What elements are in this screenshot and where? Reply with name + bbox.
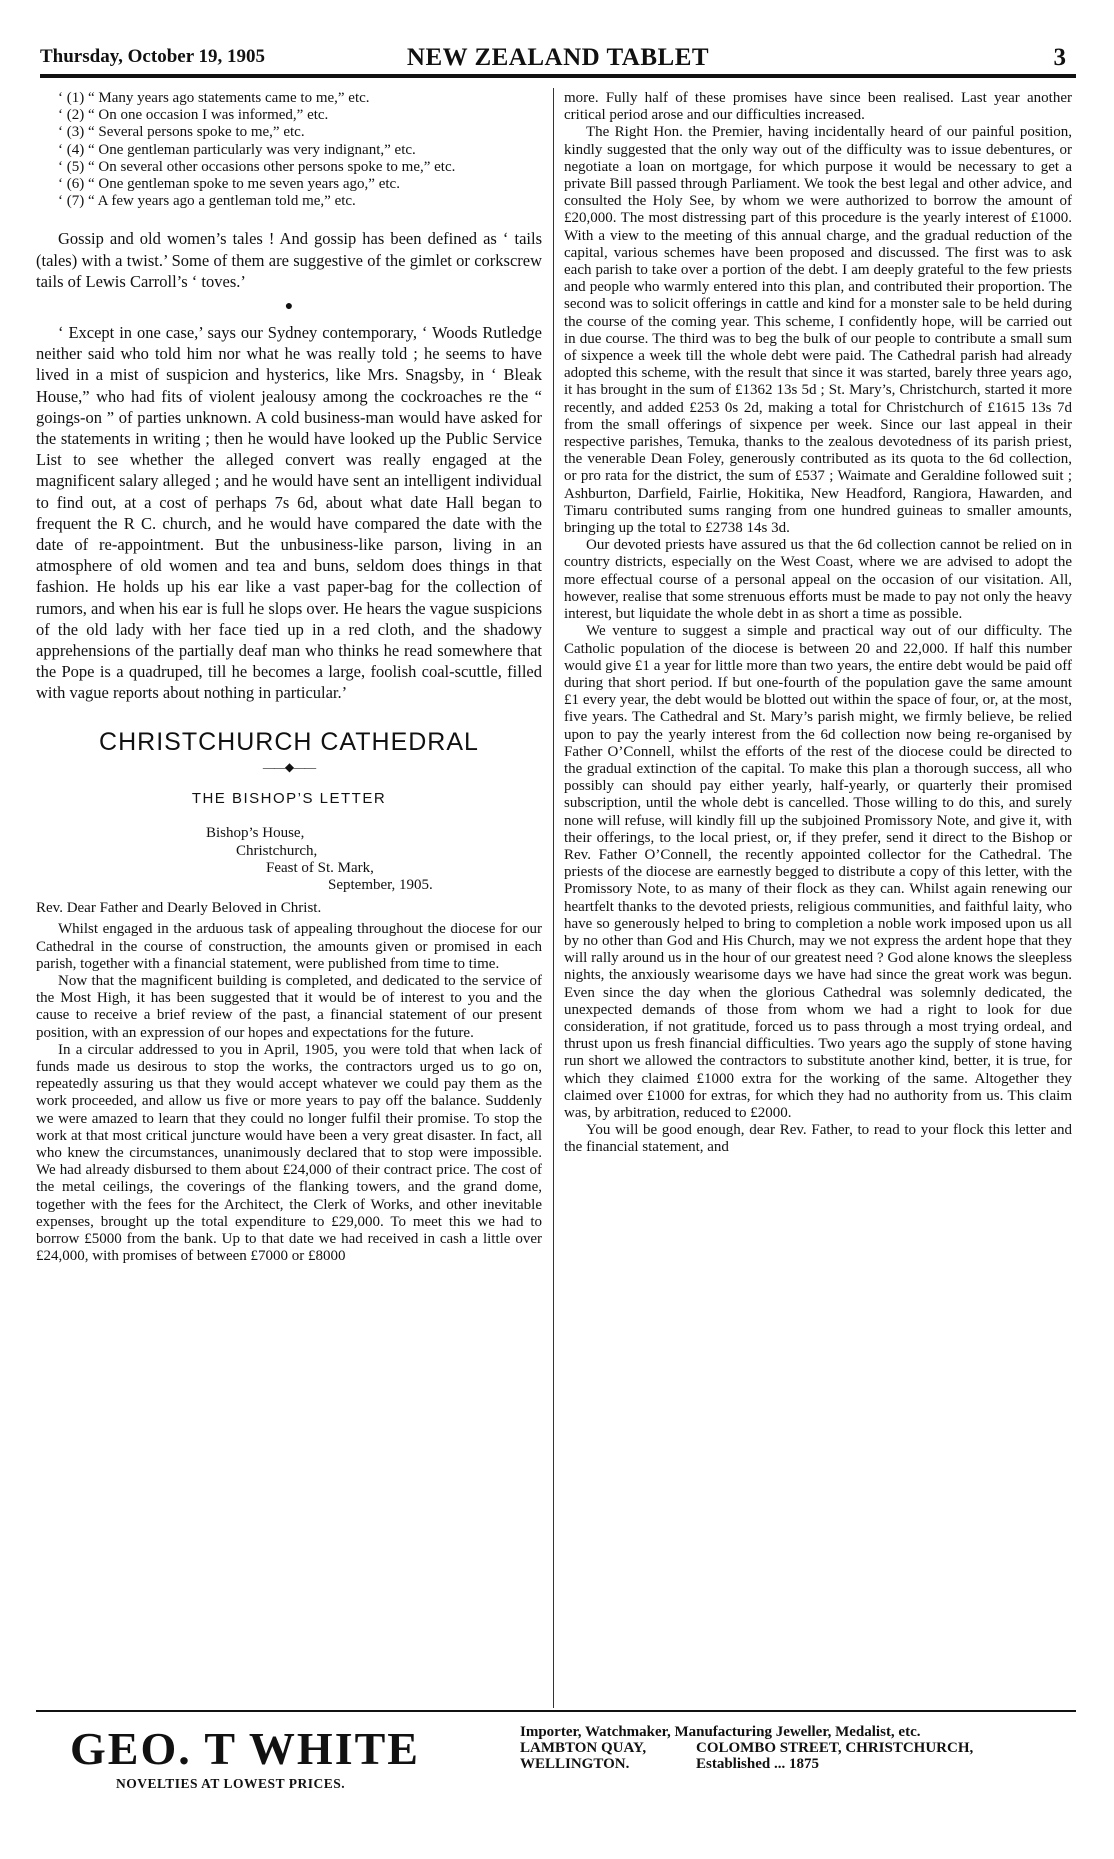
- article-headline: CHRISTCHURCH CATHEDRAL: [99, 727, 479, 756]
- section-separator: ●: [284, 299, 294, 315]
- quote-line: ‘ (3) “ Several persons spoke to me,” etc.: [58, 124, 305, 141]
- advertiser-trade: Importer, Watchmaker, Manufacturing Jeweller, Medalist, etc.: [520, 1724, 921, 1740]
- quote-line: ‘ (7) “ A few years ago a gentleman told me,” etc.: [58, 193, 356, 210]
- letter-paragraph: Whilst engaged in the arduous task of appealing throughout the diocese for our Cathedral in the course of construction, the amounts given or promised in each parish, together with a financial statement, were published from time to time.: [36, 921, 542, 972]
- advertisement: [36, 1716, 1076, 1796]
- established-year: Established ... 1875: [696, 1756, 819, 1772]
- address-christchurch: COLOMBO STREET, CHRISTCHURCH,: [696, 1740, 974, 1756]
- quote-line: ‘ (2) “ On one occasion I was informed,” etc.: [58, 107, 329, 124]
- city-wellington: WELLINGTON.: [520, 1756, 630, 1772]
- address-line: Bishop’s House,: [206, 825, 305, 842]
- except-paragraph: ‘ Except in one case,’ says our Sydney contemporary, ‘ Woods Rutledge neither said who told him nor what he was really told ; he seems to have lived in a mist of suspicion and hysterics, like Mrs. Snagsby, in ‘ Bleak House,” who had fits of violent jealousy among the cockroaches re the “ goings-on ” of parties unknown. A cold business-man would have asked for the statements in writing ; then he would have looked up the Public Service List to see whether the alleged convert was really engaged at the magnificent salary alleged ; and he would have sent an intelligent individual to find out, at a cost of perhaps 7s 6d, about what date Hall began to frequent the R C. church, and he would have compared the date with the date of re-appointment. But the unbusiness-like parson, living in an atmosphere of old women and tea and buns, seldom does things in that fashion. He holds up his ear like a vast paper-bag for the collection of rumors, and when his ear is full he slops over. He hears the vague suspicions of the old lady with her face tied up in a red cloth, and the shadowy apprehensions of the partially deaf man who thinks he read somewhere that the Pope is a quadruped, till he becomes a large, foolish coal-scuttle, filled with vague reports about nothing in particular.’: [36, 323, 542, 703]
- newspaper-title: NEW ZEALAND TABLET: [406, 44, 710, 71]
- advertiser-tagline: NOVELTIES AT LOWEST PRICES.: [116, 1776, 346, 1791]
- address-line: Christchurch,: [236, 842, 318, 859]
- address-line: September, 1905.: [328, 876, 433, 893]
- left-column: [36, 90, 542, 1710]
- headline-ornament: ——◆——: [262, 759, 316, 774]
- column-divider: [553, 88, 554, 1708]
- address-wellington: LAMBTON QUAY,: [520, 1740, 647, 1756]
- letter-paragraph: The Right Hon. the Premier, having incidentally heard of our painful position, kindly suggested that the only way out of the difficulty was to issue debentures, or negotiate a loan on mortgage, for which purpose it would be necessary to get a private Bill passed through Parliament. We took the best legal and other advice, and consulted the Holy See, by whom we were authorized to borrow the amount of £20,000. The most distressing part of this procedure is the yearly interest of £1000. With a view to the meeting of this annual charge, and the gradual reduction of the capital, various schemes have been proposed and discussed. The first was to ask each parish to take over a portion of the debt. I am deeply grateful to the few priests and people who warmly entered into this plan, and contributed their proportion. The second was to solicit offerings in cattle and kind for a monster sale to be held during the course of the coming year. This scheme, I confidently hope, will be carried out in due course. The third was to beg the bulk of our people to contribute a small sum of sixpence a week till the whole debt were paid. The Cathedral parish had already adopted this scheme, with the result that since it was started, barely three years ago, it has brought in the sum of £1362 13s 5d ; St. Mary’s, Christchurch, started it more recently, and added £253 0s 2d, making a total for Christchurch of £1615 13s 7d from the small offerings of sixpence per week. Since our last appeal in their respective parishes, Temuka, thanks to the zealous devotedness of its parish priest, the venerable Dean Foley, generously contributed as its quota to the 6d collection, or pro rata for the district, the sum of £537 ; Waimate and Geraldine followed suit ; Ashburton, Darfield, Fairlie, Hokitika, New Headford, Rangiora, Hawarden, and Timaru contributed sums ranging from one hundred guineas to smaller amounts, bringing up the total to £2738 14s 3d.: [564, 124, 1072, 537]
- right-column: [564, 90, 1072, 1710]
- letter-paragraph: more. Fully half of these promises have since been realised. Last year another critical period arose and our difficulties increased.: [564, 90, 1072, 124]
- quote-line: ‘ (5) “ On several other occasions other persons spoke to me,” etc.: [58, 158, 456, 175]
- footer-rule: [36, 1710, 1076, 1712]
- advertiser-details: [520, 1724, 1076, 1772]
- address-line: Feast of St. Mark,: [266, 859, 374, 876]
- quote-line: ‘ (6) “ One gentleman spoke to me seven years ago,” etc.: [58, 176, 400, 193]
- quote-line: ‘ (4) “ One gentleman particularly was very indignant,” etc.: [58, 141, 416, 158]
- letter-paragraph: We venture to suggest a simple and practical way out of our difficulty. The Catholic population of the diocese is between 20 and 22,000. If half this number would give £1 a year for little more than two years, the entire debt would be paid off during that short period. If but one-fourth of the population gave the same amount £1 every year, the debt would be blotted out within the space of four, or, at the most, five years. The Cathedral and St. Mary’s parish might, we firmly believe, be relied upon to pay the yearly interest from the 6d collection now being re-organised by Father O’Connell, whilst the efforts of the rest of the diocese could be directed to the gradual extinction of the capital. To make this plan a thorough success, all who possibly can should pay either yearly, half-yearly, or quarterly their promised subscription, until the whole debt is cancelled. Those willing to do this, and surely none will refuse, will kindly fill up the subjoined Promissory Note, and give it, with their offerings, to the local priest, or, if they prefer, send it direct to the Bishop or Rev. Father O’Connell, the recently appointed collector for the Cathedral. The priests of the diocese are earnestly begged to distribute a copy of this letter, with the Promissory Note, to as many of their flock as they can. Whilst again renewing our heartfelt thanks to the devoted priests, religious communities, and faithful laity, who have so generously helped to bring to completion a noble work imposed upon us all by no other than God and His Church, may we not express the ardent hope that they will rally around us in the hour of our greatest need ? God alone knows the sleepless nights, the anxiously wearisome days we have had since the great work was begun. Even since the day when the glorious Cathedral was solemnly dedicated, the unexpected demands of those from whom we had a right to look for due consideration, if not gratitude, forced us to pass through a most trying ordeal, and thrust upon us fresh financial difficulties. Two years ago the supply of stone having run short we allowed the contractors to substitute another kind, better, it is true, for which they claimed £1000 extra for the working of the same. Altogether they claimed over £1000 for extras, for which they had no authority from us. This claim was, by arbitration, reduced to £2000.: [564, 623, 1072, 1121]
- letter-paragraph: Our devoted priests have assured us that the 6d collection cannot be relied on in country districts, especially on the West Coast, where we are advised to adopt the more effectual course of a personal appeal on the occasion of our visitation. All, however, realise that some strenuous efforts must be made to pay not only the heavy interest, but liquidate the whole debt in as short a time as possible.: [564, 537, 1072, 623]
- letter-paragraph: Now that the magnificent building is completed, and dedicated to the service of the Most High, it has been suggested that it would be of interest to you and the cause to receive a brief review of the past, a financial statement of our present position, with an expression of our hopes and expectations for the future.: [36, 972, 542, 1041]
- issue-date: Thursday, October 19, 1905: [40, 46, 266, 67]
- letter-salutation: Rev. Dear Father and Dearly Beloved in Christ.: [36, 900, 322, 917]
- gossip-paragraph: Gossip and old women’s tales ! And gossip has been defined as ‘ tails (tales) with a twist.’ Some of them are suggestive of the gimlet or corkscrew tails of Lewis Carroll’s ‘ toves.’: [36, 229, 542, 291]
- masthead: [40, 44, 1076, 78]
- letter-paragraph: In a circular addressed to you in April, 1905, you were told that when lack of funds made us desirous to stop the works, the contractors urged us to go on, repeatedly assuring us that they would accept whatever we could pay them as the work proceeded, and allow us five or more years to pay off the balance. Suddenly we were amazed to learn that they could no longer fulfil their promise. To stop the work at that most critical juncture would have been a very great disaster. In fact, all who knew the circumstances, unanimously declared that to stop were impossible. We had already disbursed to them about £24,000 of their contract price. The cost of the metal ceilings, the coverings of the flanking towers, and the grand dome, together with the fees for the Architect, the Clerk of Works, and other inevitable expenses, brought up the total expenditure to £29,000. To meet this we had to borrow £5000 from the bank. Up to that date we had received in cash a little over £24,000, with promises of between £7000 or £8000: [36, 1041, 542, 1265]
- page-number: 3: [1053, 44, 1066, 71]
- advertiser-name: GEO. T WHITE: [70, 1723, 420, 1774]
- article-subheadline: THE BISHOP’S LETTER: [191, 790, 387, 808]
- letter-paragraph: You will be good enough, dear Rev. Father, to read to your flock this letter and the financial statement, and: [564, 1122, 1072, 1156]
- quote-line: ‘ (1) “ Many years ago statements came to me,” etc.: [58, 90, 370, 106]
